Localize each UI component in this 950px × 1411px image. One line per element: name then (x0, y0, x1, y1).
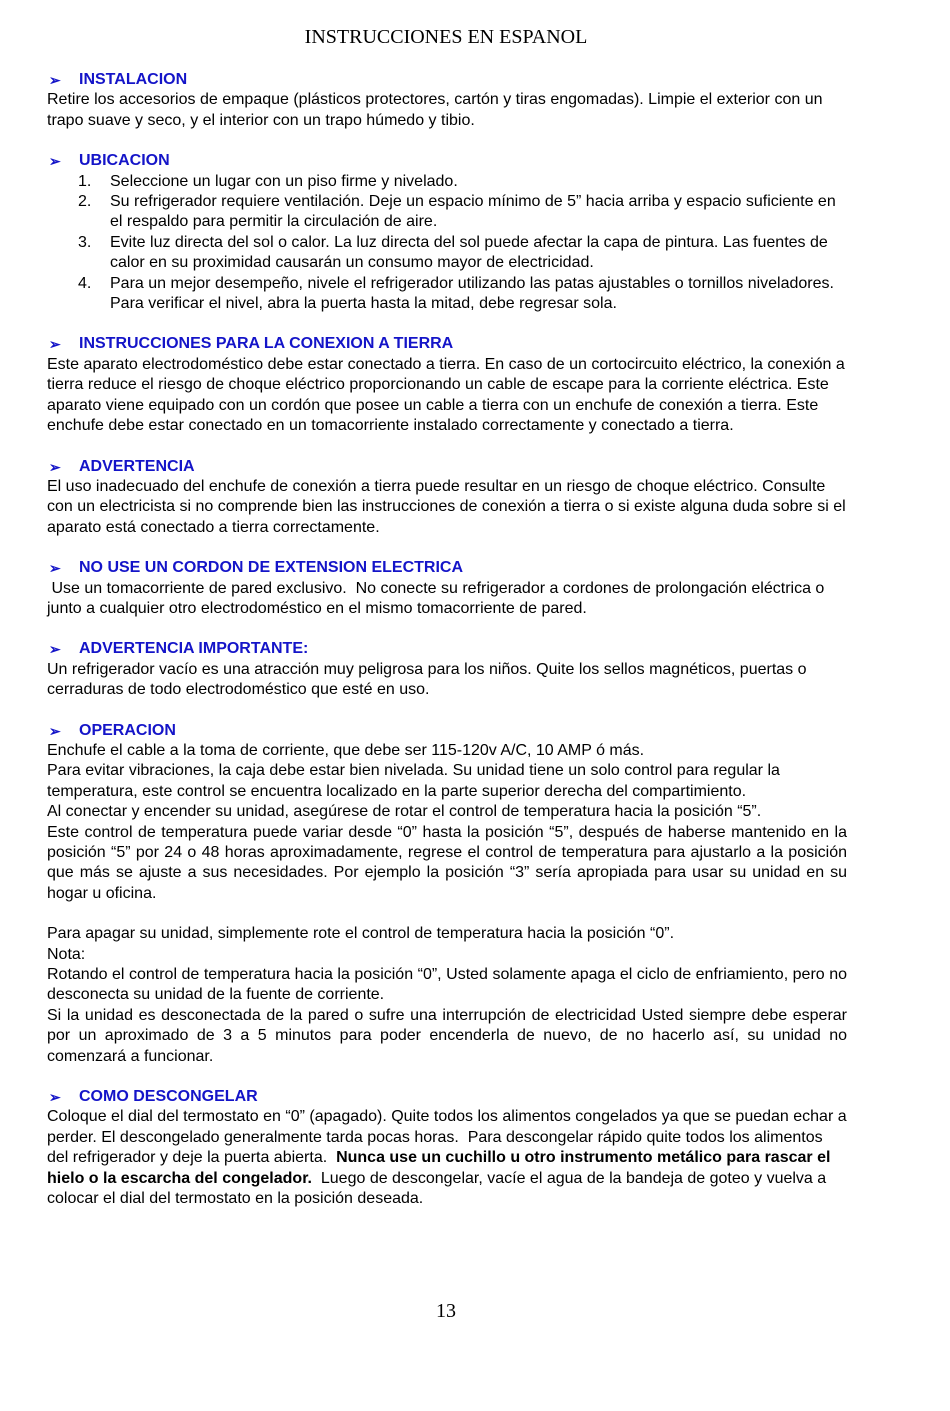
arrow-bullet-icon: ➢ (49, 560, 61, 577)
section-text: Retire los accesorios de empaque (plásticos protectores, cartón y tiras engomadas). Limpie el exterior con un trapo suave y seco, y el interior con un trapo húmedo y tibio. (47, 91, 823, 129)
section-heading (47, 151, 847, 171)
section-ubicacion (47, 151, 847, 314)
heading-text: OPERACION (79, 721, 176, 739)
arrow-bullet-icon: ➢ (49, 153, 61, 170)
list-number: 3. (78, 233, 92, 251)
section-instalacion (47, 70, 847, 131)
section-operacion (47, 721, 847, 1068)
operacion-line: Si la unidad es desconectada de la pared o sufre una interrupción de electricidad Usted siempre debe esperar por un aproximado de 3 a 5 minutos para poder encenderla de nuevo, de no hacerlo así, su unidad no comenzará a funcionar. (47, 1006, 847, 1065)
section-tierra (47, 334, 847, 436)
list-item-text: Para un mejor desempeño, nivele el refrigerador utilizando las patas ajustables o tornillos niveladores. Para verificar el nivel, abra la puerta hasta la mitad, debe regresar sola. (110, 274, 834, 313)
arrow-bullet-icon: ➢ (49, 72, 61, 88)
defrost-text: Coloque el dial del termostato en “0” (apagado). Quite todos los alimentos congelados ya que se puedan echar a perder. El descongelado generalmente tarda pocas horas. Para descongelar rápido quite todos los alimentos del refrigerador y deje la puerta abierta. (47, 1108, 852, 1167)
arrow-bullet-icon: ➢ (49, 722, 61, 739)
heading-text: COMO DESCONGELAR (79, 1088, 258, 1106)
heading-text: INSTALACION (79, 71, 188, 88)
section-text: El uso inadecuado del enchufe de conexión a tierra puede resultar en un riesgo de choque eléctrico. Consulte con un electricista si no comprende bien las instrucciones de conexión a tierra o si existe alguna duda sobre si el aparato está conectado a tierra correctamente. (47, 477, 846, 536)
operacion-line: Al conectar y encender su unidad, asegúrese de rotar el control de temperatura hacia la posición “5”. (47, 803, 762, 821)
list-number: 4. (78, 274, 92, 292)
arrow-bullet-icon: ➢ (49, 336, 61, 353)
section-importante (47, 639, 847, 700)
section-extension (47, 558, 847, 619)
spacer (47, 904, 847, 924)
section-heading (47, 70, 847, 90)
section-heading (47, 558, 847, 578)
list-item-text: Seleccione un lugar con un piso firme y nivelado. (110, 172, 458, 190)
heading-text: UBICACION (79, 152, 170, 170)
section-heading (47, 1087, 847, 1107)
list-item (47, 233, 847, 274)
list-number: 2. (78, 193, 92, 211)
section-heading (47, 721, 847, 741)
heading-text: NO USE UN CORDON DE EXTENSION ELECTRICA (79, 559, 464, 577)
operacion-line: Este control de temperatura puede variar desde “0” hasta la posición “5”, después de haberse mantenido en la posición “5” por 24 o 48 horas aproximadamente, regrese el control de temperatura para ajustarlo a la posición que más se ajuste a sus necesidades. Por ejemplo la posición “3” sería apropiada para usar su unidad en su hogar u oficina. (47, 823, 847, 902)
list-item (47, 172, 847, 192)
operacion-line: Para evitar vibraciones, la caja debe estar bien nivelada. Su unidad tiene un solo control para regular la temperatura, este control se encuentra localizado en la parte superior derecha del compartimiento. (47, 762, 780, 800)
nota-label: Nota: (47, 945, 86, 963)
document-body (47, 70, 852, 1230)
section-text: Este aparato electrodoméstico debe estar conectado a tierra. En caso de un cortocircuito eléctrico, la conexión a tierra reduce el riesgo de choque eléctrico proporcionando un cable de escape para la corriente eléctrica. Este aparato viene equipado con un cordón que posee un cable a tierra con un enchufe de conexión a tierra. Este enchufe debe estar conectado en un tomacorriente instalado correctamente y conectado a tierra. (47, 355, 845, 435)
heading-text: ADVERTENCIA (79, 457, 195, 475)
operacion-line: Rotando el control de temperatura hacia la posición “0”, Usted solamente apaga el ciclo de enfriamiento, pero no desconecta su unidad de la fuente de corriente. (47, 966, 847, 1004)
list-item (47, 192, 847, 233)
list-item (47, 274, 847, 315)
page-title: INSTRUCCIONES EN ESPANOL (304, 26, 588, 48)
section-heading (47, 334, 847, 354)
section-advertencia (47, 457, 847, 539)
arrow-bullet-icon: ➢ (49, 1089, 61, 1106)
section-heading (47, 457, 847, 477)
heading-text: ADVERTENCIA IMPORTANTE: (79, 640, 309, 658)
list-item-text: Su refrigerador requiere ventilación. Deje un espacio mínimo de 5” hacia arriba y espacio suficiente en el respaldo para permitir la circulación de aire. (110, 193, 836, 231)
numbered-list (47, 172, 847, 315)
arrow-bullet-icon: ➢ (49, 641, 61, 658)
section-text: Un refrigerador vacío es una atracción muy peligrosa para los niños. Quite los sellos magnéticos, puertas o cerraduras de todo electrodoméstico que esté en uso. (47, 660, 807, 699)
list-number: 1. (78, 172, 92, 190)
defrost-warning: Nunca use un cuchillo u otro instrumento metálico para rascar el hielo o la escarcha del congelador. (47, 1149, 835, 1187)
arrow-bullet-icon: ➢ (49, 458, 61, 475)
section-descongelar (47, 1087, 852, 1209)
operacion-line: Para apagar su unidad, simplemente rote el control de temperatura hacia la posición “0”. (47, 925, 675, 943)
defrost-text-end: Luego de descongelar, vacíe el agua de la bandeja de goteo y vuelva a colocar el dial del termostato en la posición deseada. (47, 1169, 831, 1208)
section-text (47, 1107, 852, 1209)
page-number: 13 (436, 1300, 456, 1322)
section-heading (47, 639, 847, 659)
operacion-line: Enchufe el cable a la toma de corriente, que debe ser 115-120v A/C, 10 AMP ó más. (47, 741, 645, 759)
section-text: Use un tomacorriente de pared exclusivo. No conecte su refrigerador a cordones de prolongación eléctrica o junto a cualquier otro electrodoméstico en el mismo tomacorriente de pared. (47, 579, 829, 617)
heading-text: INSTRUCCIONES PARA LA CONEXION A TIERRA (79, 335, 454, 353)
list-item-text: Evite luz directa del sol o calor. La luz directa del sol puede afectar la capa de pintura. Las fuentes de calor en su proximidad causarán un consumo mayor de electricidad. (110, 233, 828, 272)
